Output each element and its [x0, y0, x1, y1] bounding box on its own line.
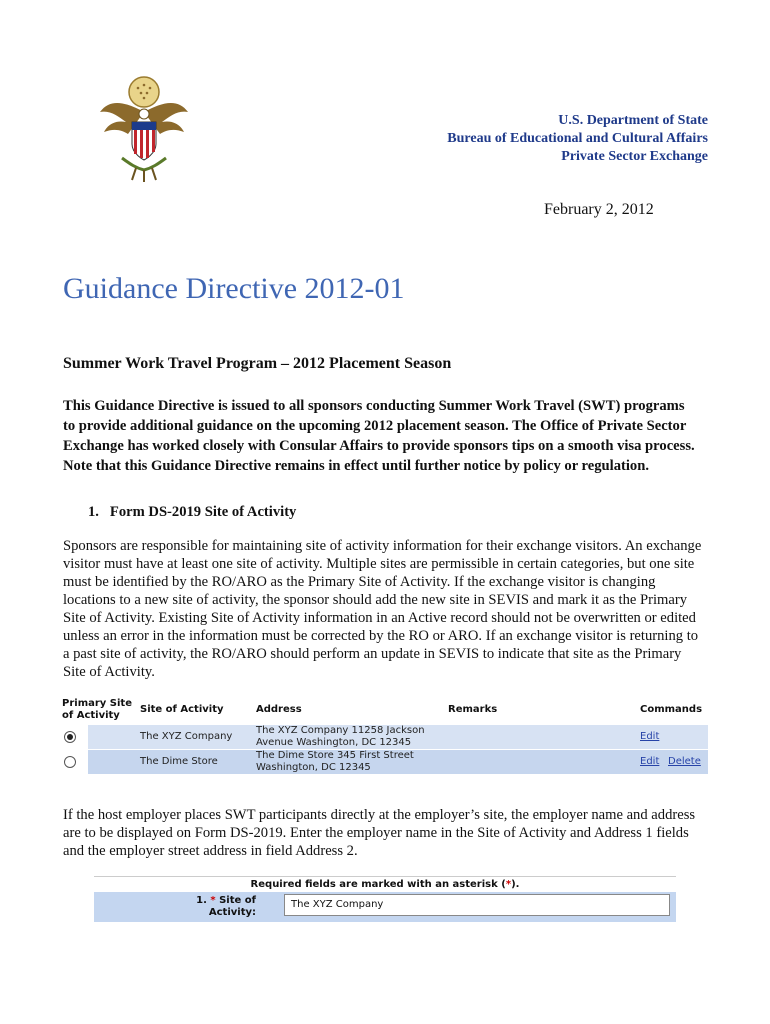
agency-header — [447, 112, 708, 166]
document-date: February 2, 2012 — [544, 201, 654, 218]
row-address: The Dime Store 345 First Street Washington, DC 12345 — [256, 750, 414, 773]
header-remarks: Remarks — [448, 704, 498, 715]
site-of-activity-input[interactable]: The XYZ Company — [284, 894, 670, 916]
site-of-activity-label: 1. * Site of Activity: — [196, 895, 256, 918]
section-heading — [88, 504, 296, 521]
primary-site-radio[interactable] — [64, 756, 76, 768]
header-commands: Commands — [640, 704, 703, 715]
asterisk: * — [505, 879, 512, 890]
edit-link[interactable]: Edit — [640, 756, 660, 767]
agency-department: U.S. Department of State — [558, 113, 708, 128]
section-number: 1. — [88, 504, 99, 520]
agency-bureau: Bureau of Educational and Cultural Affairs — [447, 131, 708, 146]
row-site: The XYZ Company — [140, 731, 233, 742]
agency-office: Private Sector Exchange — [561, 149, 708, 164]
table-header — [62, 696, 708, 724]
edit-link[interactable]: Edit — [640, 731, 660, 742]
host-employer-paragraph: If the host employer places SWT participants directly at the employer’s site, the employer name and address are to be displayed on Form DS-2019. Enter the employer name in the Site of Activity and Address 1 fields and the employer street address in field Address 2. — [63, 807, 696, 859]
document-subtitle: Summer Work Travel Program – 2012 Placement Season — [63, 355, 452, 372]
row-site: The Dime Store — [140, 756, 218, 767]
table-row — [62, 749, 708, 774]
site-of-activity-paragraph: Sponsors are responsible for maintaining site of activity information for their exchange visitors. An exchange visitor must have at least one site of activity. Multiple sites are permissible in certain categories, but one site must be identified by the RO/ARO as the Primary Site of Activity. If the exchange visitor is changing locations to a new site of activity, the sponsor should add the new site in SEVIS and mark it as the Primary Site of Activity. Existing Site of Activity information in an Active record should not be overwritten or edited unless an error in the information must be corrected by the RO or ARO. If an exchange visitor is returning to a past site of activity, the RO/ARO should perform an update in SEVIS to indicate that site as the Primary Site of Activity. — [63, 538, 702, 680]
form-row-site-of-activity — [94, 892, 676, 922]
site-of-activity-table — [62, 696, 708, 774]
section-title: Form DS-2019 Site of Activity — [109, 504, 297, 520]
header-primary-site: Primary Site of Activity — [62, 698, 132, 721]
intro-paragraph: This Guidance Directive is issued to all sponsors conducting Summer Work Travel (SWT) programs to provide additional guidance on the upcoming 2012 placement season. The Office of Private Sector Exchange has worked closely with Consular Affairs to provide sponsors tips on a smooth visa process. Note that this Guidance Directive remains in effect until further notice by policy or regulation. — [63, 398, 695, 474]
primary-site-radio[interactable] — [64, 731, 76, 743]
table-row — [62, 724, 708, 749]
row-address: The XYZ Company 11258 Jackson Avenue Washington, DC 12345 — [256, 725, 425, 748]
page-title: Guidance Directive 2012-01 — [63, 272, 405, 305]
header-site-of-activity: Site of Activity — [140, 704, 224, 715]
delete-link[interactable]: Delete — [668, 756, 701, 767]
header-address: Address — [256, 704, 302, 715]
required-fields-note: Required fields are marked with an asterisk (*). — [94, 876, 676, 892]
site-of-activity-form — [94, 876, 676, 922]
great-seal-logo — [96, 72, 192, 184]
